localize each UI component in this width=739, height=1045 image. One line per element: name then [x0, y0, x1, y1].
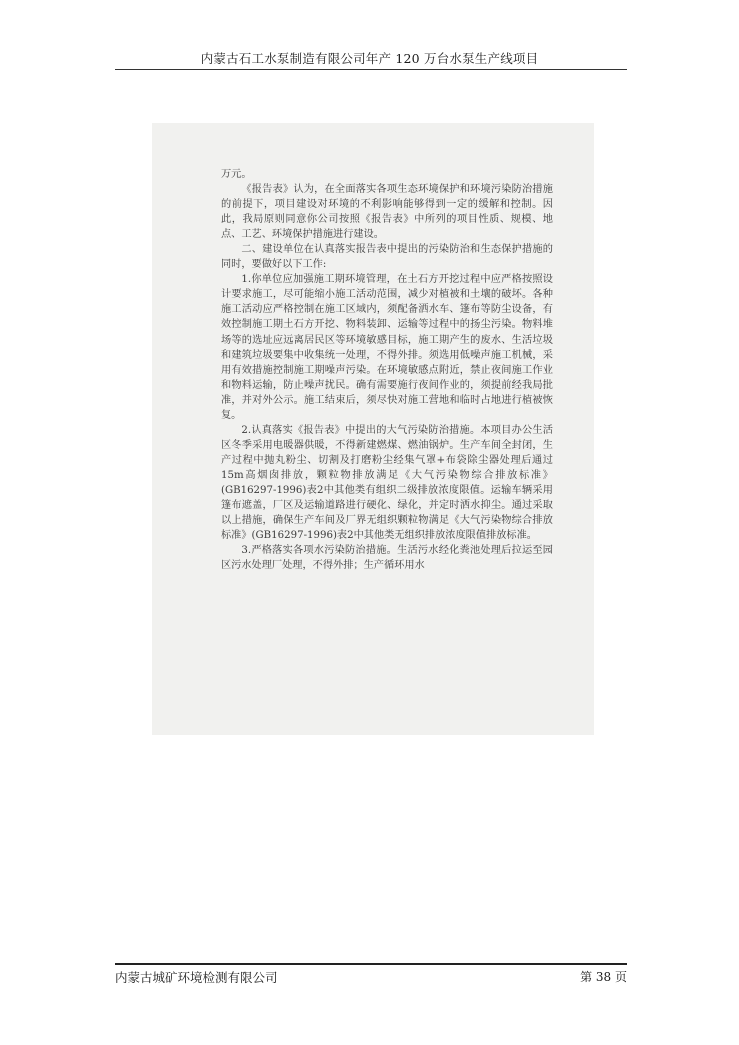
scan-paragraph: 1.你单位应加强施工期环境管理，在土石方开挖过程中应严格按照设计要求施工，尽可能缩小施工活动范围，减少对植被和土壤的破坏。各种施工活动应严格控制在施工区域内，须配备洒水车、篷布等防尘设备，有效控制施工期土石方开挖、物料装卸、运输等过程中的扬尘污染。物料堆场等的选址应远离居民区等环境敏感目标，施工期产生的废水、生活垃圾和建筑垃圾要集中收集统一处理，不得外排。须选用低噪声施工机械，采用有效措施控制施工期噪声污染。在环境敏感点附近，禁止夜间施工作业和物料运输，防止噪声扰民。确有需要施行夜间作业的，须提前经我局批准，并对外公示。施工结束后，须尽快对施工营地和临时占地进行植被恢复。	[221, 274, 553, 421]
scanned-document-text	[221, 167, 553, 573]
scan-paragraph: 2.认真落实《报告表》中提出的大气污染防治措施。本项目办公生活区冬季采用电暖器供暖，不得新建燃煤、燃油锅炉。生产车间全封闭，生产过程中抛丸粉尘、切割及打磨粉尘经集气罩+布袋除尘器处理后通过15m高烟囱排放，颗粒物排放满足《大气污染物综合排放标准》(GB16297-1996)表2中其他类有组织二级排放浓度限值。运输车辆采用篷布遮盖，厂区及运输道路进行硬化、绿化，并定时洒水抑尘。通过采取以上措施，确保生产车间及厂界无组织颗粒物满足《大气污染物综合排放标准》(GB16297-1996)表2中其他类无组织排放浓度限值排放标准。	[221, 424, 553, 542]
page-header-title: 内蒙古石工水泵制造有限公司年产 120 万台水泵生产线项目	[200, 51, 539, 66]
header-divider	[115, 69, 627, 70]
scan-paragraph: 万元。	[221, 169, 252, 180]
scan-paragraph: 《报告表》认为，在全面落实各项生态环境保护和环境污染防治措施的前提下，项目建设对环境的不利影响能够得到一定的缓解和控制。因此，我局原则同意你公司按照《报告表》中所列的项目性质、规模、地点、工艺、环境保护措施进行建设。	[221, 184, 553, 241]
scan-paragraph: 3.严格落实各项水污染防治措施。生活污水经化粪池处理后拉运至园区污水处理厂处理，不得外排；生产循环用水	[221, 545, 553, 572]
footer-divider	[115, 963, 627, 965]
footer-company-name: 内蒙古城矿环境检测有限公司	[115, 970, 278, 985]
scan-paragraph: 二、建设单位在认真落实报告表中提出的污染防治和生态保护措施的同时，要做好以下工作:	[221, 244, 553, 271]
page-number: 第 38 页	[580, 970, 627, 984]
